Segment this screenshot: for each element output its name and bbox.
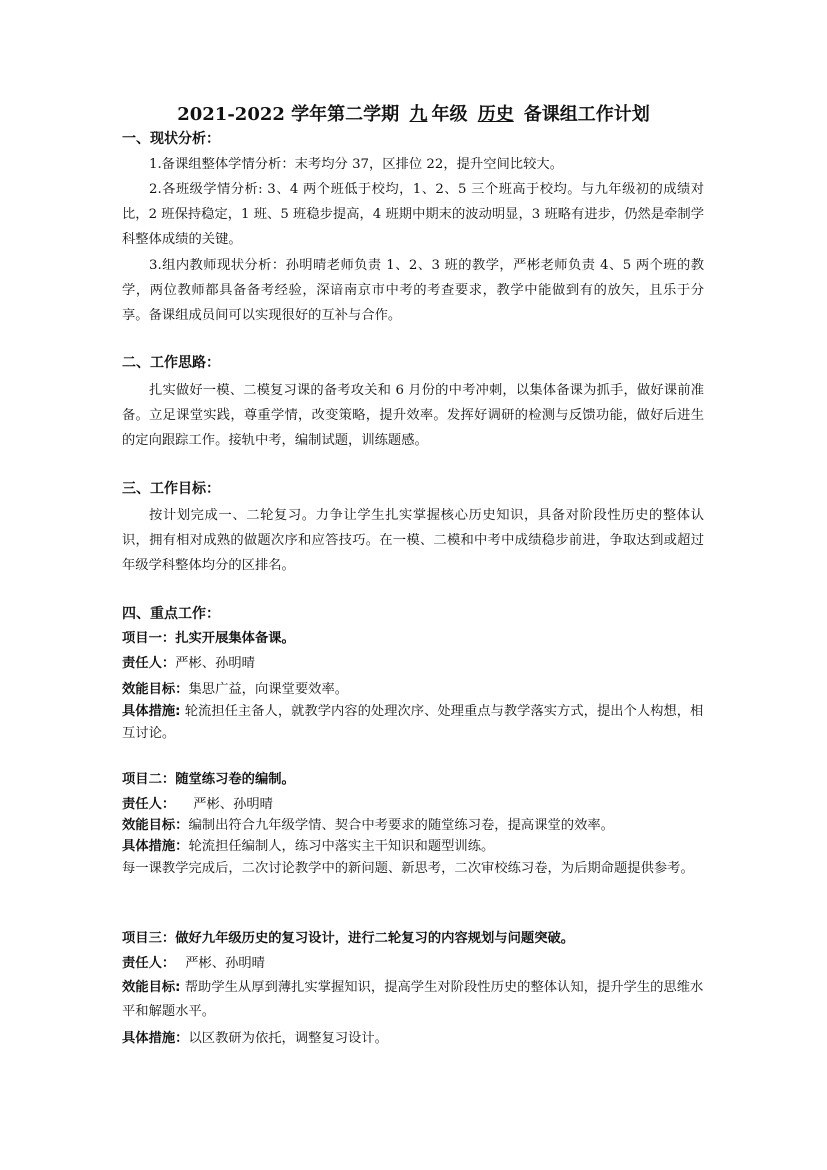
section3-paragraph-1: 按计划完成一、二轮复习。力争让学生扎实掌握核心历史知识，具备对阶段性历史的整体认识，拥有相对成熟的做题次序和应答技巧。在一模、二模和中考中成绩稳步前进，争取达到或超过年级学科整体均分的区排名。 <box>122 508 704 573</box>
project1-goal: 效能目标：集思广益，向课堂要效率。 <box>122 682 349 697</box>
section2-paragraph-1: 扎实做好一模、二模复习课的备考攻关和 6 月份的中考冲刺，以集体备课为抓手，做好课前准备。立足课堂实践，尊重学情，改变策略，提升效率。发挥好调研的检测与反馈功能，做好后进生的定向跟踪工作。接轨中考，编制试题，训练题感。 <box>122 383 704 448</box>
title-term: 学年第二学期 <box>284 104 400 125</box>
document-title <box>0 100 827 126</box>
project1-title: 项目一：扎实开展集体备课。 <box>122 631 295 646</box>
project2-title: 项目二：随堂练习卷的编制。 <box>122 772 295 787</box>
title-subject-value: 历史 <box>477 104 514 125</box>
project3-measure: 具体措施：以区教研为依托，调整复习设计。 <box>122 1031 388 1046</box>
section1-paragraph-1: 1.备课组整体学情分析：末考均分 37，区排位 22，提升空间比较大。 <box>149 157 563 172</box>
project2-goal: 效能目标：编制出符合九年级学情、契合中考要求的随堂练习卷，提高课堂的效率。 <box>122 818 614 833</box>
project1-measure: 具体措施: 轮流担任主备人，就教学内容的处理次序、处理重点与教学落实方式，提出个人构想，相互讨论。 <box>122 704 704 741</box>
section1-paragraph-2: 2.各班级学情分析: 3、4 两个班低于校均，1、2、5 三个班高于校均。与九年级初的成绩对比，2 班保持稳定，1 班、5 班稳步提高，4 班期中期末的波动明显，3 班略有进步，仍然是牵制学科整体成绩的关键。 <box>122 182 705 247</box>
project2-owner: 责任人： 严彬、孙明晴 <box>122 797 273 812</box>
project1-owner: 责任人：严彬、孙明晴 <box>122 656 255 671</box>
section3-heading: 三、工作目标： <box>122 481 220 497</box>
project3-goal: 效能目标: 帮助学生从厚到薄扎实掌握知识，提高学生对阶段性历史的整体认知，提升学生的思维水平和解题水平。 <box>122 980 704 1019</box>
project3-title: 项目三：做好九年级历史的复习设计，进行二轮复习的内容规划与问题突破。 <box>122 931 575 946</box>
section4-heading: 四、重点工作： <box>122 606 220 622</box>
title-year: 2021-2022 <box>177 104 285 125</box>
project2-extra: 每一课教学完成后，二次讨论教学中的新问题、新思考，二次审校练习卷，为后期命题提供参考。 <box>122 861 694 876</box>
title-suffix: 备课组工作计划 <box>523 104 650 125</box>
section1-heading: 一、现状分析： <box>122 131 220 147</box>
project3-owner: 责任人： 严彬、孙明晴 <box>122 956 265 971</box>
section1-paragraph-3: 3.组内教师现状分析：孙明晴老师负责 1、2、3 班的教学，严彬老师负责 4、5 两个班的教学，两位教师都具备备考经验，深谙南京市中考的考查要求，教学中能做到有的放矢，且乐于分享。备课组成员间可以实现很好的互补与合作。 <box>122 258 704 323</box>
title-grade-value: 九 <box>409 104 428 125</box>
title-grade-label: 年级 <box>431 104 468 125</box>
project2-measure: 具体措施：轮流担任编制人，练习中落实主干知识和题型训练。 <box>122 839 495 854</box>
section2-heading: 二、工作思路： <box>122 355 220 371</box>
